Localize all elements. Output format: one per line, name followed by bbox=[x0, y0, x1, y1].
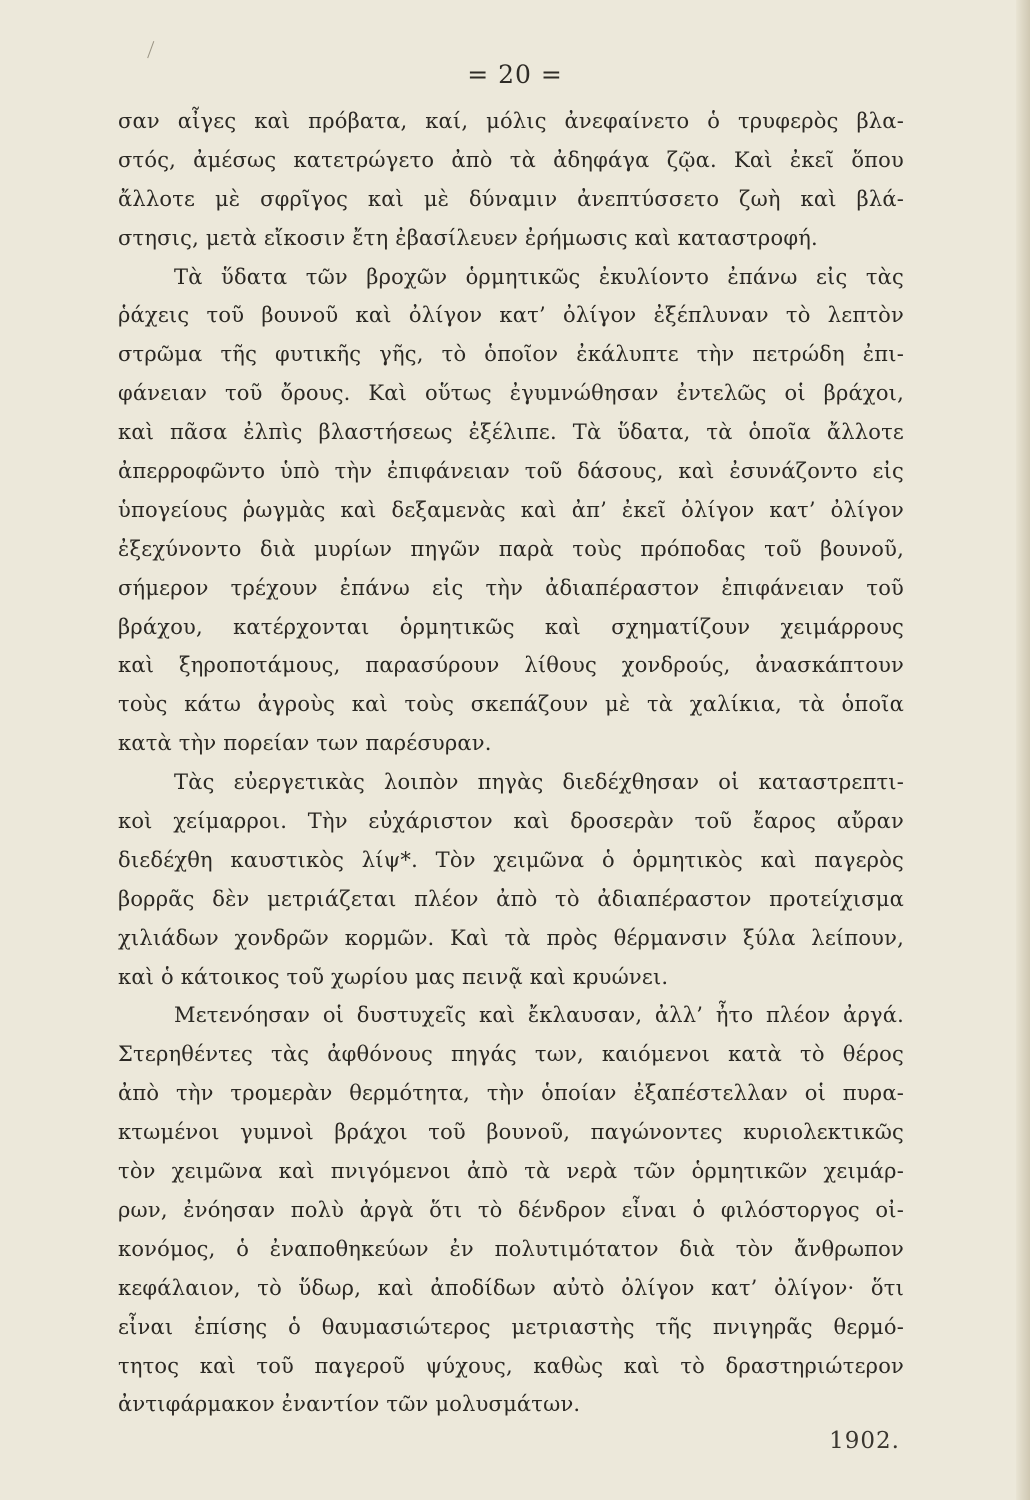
text-line: κατὰ τὴν πορείαν των παρέσυραν. bbox=[118, 731, 492, 756]
text-line: Στερηθέντες τὰς ἀφθόνους πηγάς των, καιόμενοι κατὰ τὸ θέρος bbox=[118, 1042, 904, 1067]
text-line: στρῶμα τῆς φυτικῆς γῆς, τὸ ὁποῖον ἐκάλυπτε τὴν πετρώδη ἐπι- bbox=[118, 342, 904, 367]
text-line: καὶ ξηροποτάμους, παρασύρουν λίθους χονδρούς, ἀνασκάπτουν bbox=[118, 653, 904, 678]
text-line: Μετενόησαν οἱ δυστυχεῖς καὶ ἔκλαυσαν, ἀλλ’ ἦτο πλέον ἀργά. bbox=[174, 1003, 904, 1028]
text-line: ἀντιφάρμακον ἐναντίον τῶν μολυσμάτων. bbox=[118, 1392, 581, 1417]
text-line: κεφάλαιον, τὸ ὕδωρ, καὶ ἀποδίδων αὐτὸ ὀλίγον κατ’ ὀλίγον· ὅτι bbox=[118, 1275, 904, 1300]
text-line: Τὰς εὐεργετικὰς λοιπὸν πηγὰς διεδέχθησαν οἱ καταστρεπτι- bbox=[174, 770, 904, 795]
text-line: ῥάχεις τοῦ βουνοῦ καὶ ὀλίγον κατ’ ὀλίγον ἐξέπλυναν τὸ λεπτὸν bbox=[118, 303, 904, 328]
text-line: φάνειαν τοῦ ὄρους. Καὶ οὕτως ἐγυμνώθησαν ἐντελῶς οἱ βράχοι, bbox=[118, 381, 904, 406]
text-line: κτωμένοι γυμνοὶ βράχοι τοῦ βουνοῦ, παγώνοντες κυριολεκτικῶς bbox=[118, 1120, 904, 1145]
text-line: χιλιάδων χονδρῶν κορμῶν. Καὶ τὰ πρὸς θέρμανσιν ξύλα λείπουν, bbox=[118, 925, 904, 950]
text-line: καὶ πᾶσα ἐλπὶς βλαστήσεως ἐξέλιπε. Τὰ ὕδατα, τὰ ὁποῖα ἄλλοτε bbox=[118, 420, 904, 445]
text-line: τοὺς κάτω ἀγροὺς καὶ τοὺς σκεπάζουν μὲ τὰ χαλίκια, τὰ ὁποῖα bbox=[118, 692, 904, 717]
page-edge-shadow bbox=[1016, 0, 1030, 1500]
text-line: εἶναι ἐπίσης ὁ θαυμασιώτερος μετριαστὴς τῆς πνιγηρᾶς θερμό- bbox=[118, 1314, 904, 1339]
text-line: κονόμος, ὁ ἐναποθηκεύων ἐν πολυτιμότατον διὰ τὸν ἄνθρωπον bbox=[118, 1236, 904, 1261]
text-line: ρων, ἐνόησαν πολὺ ἀργὰ ὅτι τὸ δένδρον εἶναι ὁ φιλόστοργος οἰ- bbox=[118, 1197, 904, 1222]
text-line: ὑπογείους ῥωγμὰς καὶ δεξαμενὰς καὶ ἀπ’ ἐκεῖ ὀλίγον κατ’ ὀλίγον bbox=[118, 497, 904, 522]
text-line: ἀπὸ τὴν τρομερὰν θερμότητα, τὴν ὁποίαν ἐξαπέστελλαν οἱ πυρα- bbox=[118, 1081, 904, 1106]
text-line: κοὶ χείμαρροι. Τὴν εὐχάριστον καὶ δροσερὰν τοῦ ἔαρος αὔραν bbox=[118, 809, 904, 834]
text-line: καὶ ὁ κάτοικος τοῦ χωρίου μας πεινᾷ καὶ κρυώνει. bbox=[118, 964, 669, 989]
text-line: τὸν χειμῶνα καὶ πνιγόμενοι ἀπὸ τὰ νερὰ τῶν ὁρμητικῶν χειμάρ- bbox=[118, 1159, 904, 1184]
text-line: ἐξεχύνοντο διὰ μυρίων πηγῶν παρὰ τοὺς πρόποδας τοῦ βουνοῦ, bbox=[118, 536, 904, 561]
text-line: στησις, μετὰ εἴκοσιν ἔτη ἐβασίλευεν ἐρήμωσις καὶ καταστροφή. bbox=[118, 225, 818, 250]
text-line: σήμερον τρέχουν ἐπάνω εἰς τὴν ἀδιαπέραστον ἐπιφάνειαν τοῦ bbox=[118, 575, 904, 600]
text-line: ἀπερροφῶντο ὑπὸ τὴν ἐπιφάνειαν τοῦ δάσους, καὶ ἐσυνάζοντο εἰς bbox=[118, 459, 904, 484]
text-line: βορρᾶς δὲν μετριάζεται πλέον ἀπὸ τὸ ἀδιαπέραστον προτείχισμα bbox=[118, 886, 904, 911]
text-line: διεδέχθη καυστικὸς λίψ*. Τὸν χειμῶνα ὁ ὁρμητικὸς καὶ παγερὸς bbox=[118, 847, 904, 872]
text-line: ἄλλοτε μὲ σφρῖγος καὶ μὲ δύναμιν ἀνεπτύσσετο ζωὴ καὶ βλά- bbox=[118, 186, 904, 211]
text-line: βράχου, κατέρχονται ὁρμητικῶς καὶ σχηματίζουν χειμάρρους bbox=[118, 614, 904, 639]
pencil-mark bbox=[147, 41, 162, 61]
text-line: τητος καὶ τοῦ παγεροῦ ψύχους, καθὼς καὶ τὸ δραστηριώτερον bbox=[118, 1353, 904, 1378]
year-signature: 1902. bbox=[829, 1428, 900, 1454]
text-line: Τὰ ὕδατα τῶν βροχῶν ὁρμητικῶς ἐκυλίοντο ἐπάνω εἰς τὰς bbox=[174, 264, 904, 289]
text-line: στός, ἀμέσως κατετρώγετο ἀπὸ τὰ ἀδηφάγα ζῷα. Καὶ ἐκεῖ ὅπου bbox=[118, 147, 904, 172]
text-line: σαν αἶγες καὶ πρόβατα, καί, μόλις ἀνεφαίνετο ὁ τρυφερὸς βλα- bbox=[118, 109, 904, 133]
page-number: = 20 = bbox=[467, 60, 563, 89]
body-text bbox=[118, 102, 904, 1424]
